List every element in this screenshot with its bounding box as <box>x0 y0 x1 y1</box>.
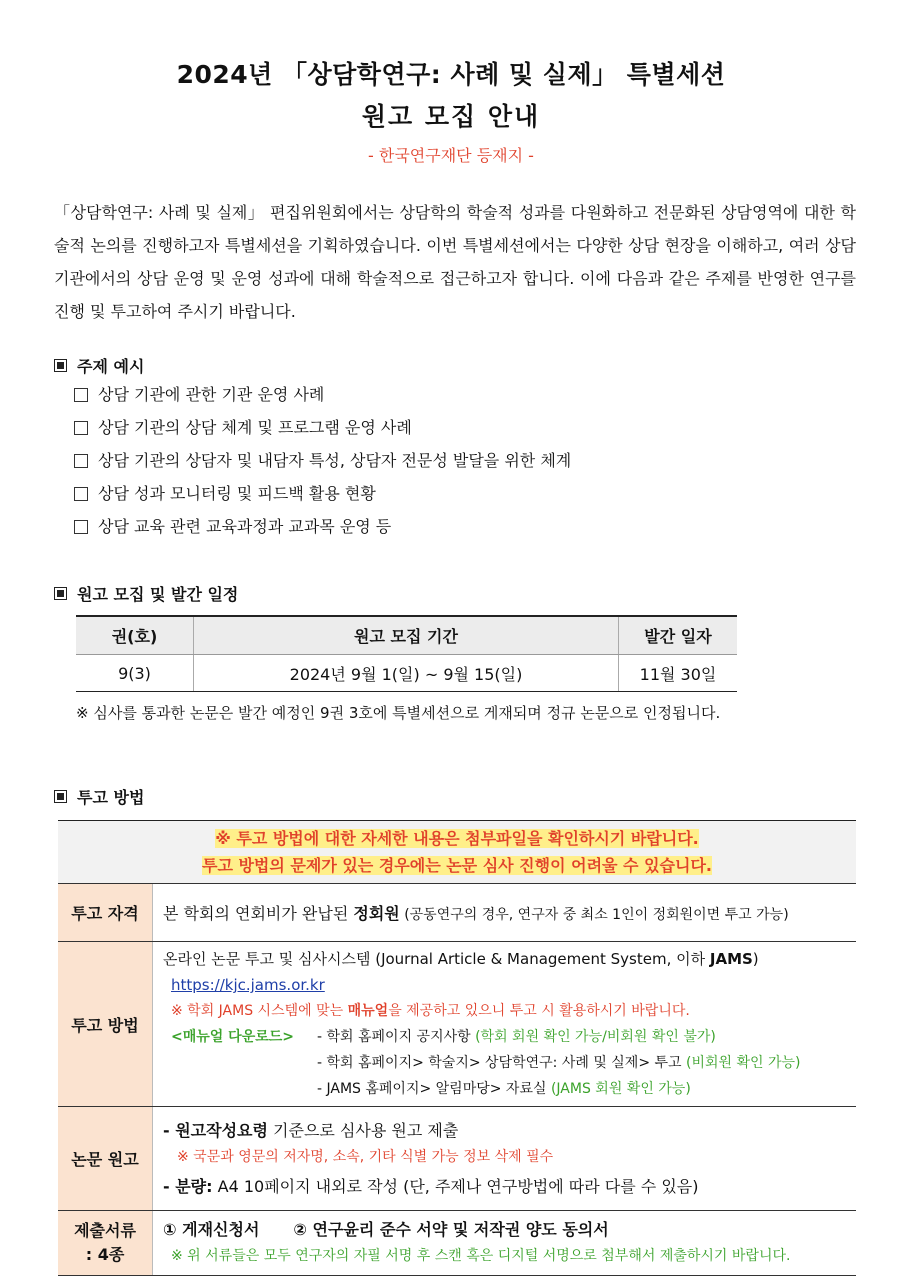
path-note: (JAMS 회원 확인 가능) <box>550 1081 691 1097</box>
manuscript-bold: - 원고작성요령 <box>163 1120 268 1140</box>
checkbox-icon <box>74 454 88 468</box>
table-row <box>76 655 737 692</box>
path-note: (학회 회원 확인 가능/비회원 확인 불가) <box>475 1029 716 1045</box>
checkbox-icon <box>74 388 88 402</box>
list-item <box>317 1050 801 1076</box>
documents-line <box>163 1217 855 1243</box>
method-cell <box>153 942 857 1107</box>
square-bullet-icon <box>54 790 67 803</box>
topic-text: 상담 성과 모니터링 및 피드백 활용 현황 <box>98 484 376 503</box>
topic-text: 상담 기관의 상담 체계 및 프로그램 운영 사례 <box>98 418 412 437</box>
schedule-note: ※ 심사를 통과한 논문은 발간 예정인 9권 3호에 특별세션으로 게재되며 정규 논문으로 인정됩니다. <box>76 704 721 722</box>
manual-download-label: <매뉴얼 다운로드> <box>171 1029 295 1045</box>
doc2-text: ② 연구윤리 준수 서약 및 저작권 양도 동의서 <box>293 1220 609 1239</box>
list-item <box>74 411 571 444</box>
manual-note-post: 을 제공하고 있으니 투고 시 활용하시기 바랍니다. <box>388 1003 690 1019</box>
warning-line2: 투고 방법의 문제가 있는 경우에는 논문 심사 진행이 어려울 수 있습니다. <box>201 856 712 875</box>
column-header: 권(호) <box>76 616 194 655</box>
topics-heading <box>54 354 144 377</box>
eligibility-text: 본 학회의 연회비가 완납된 <box>163 904 354 923</box>
title-line1: 2024년 「상담학연구: 사례 및 실제」 특별세션 <box>176 60 726 89</box>
table-cell: 9(3) <box>76 655 194 692</box>
schedule-table <box>76 615 737 692</box>
schedule-heading <box>54 582 238 605</box>
manual-note-bold: 매뉴얼 <box>347 1003 389 1019</box>
documents-row <box>58 1211 856 1276</box>
submission-table <box>58 820 856 1276</box>
manuscript-label: 논문 원고 <box>58 1107 153 1211</box>
table-cell: 2024년 9월 1(일) ~ 9월 15(일) <box>194 655 619 692</box>
list-item <box>74 444 571 477</box>
method-label: 투고 방법 <box>58 942 153 1107</box>
list-item <box>317 1024 801 1050</box>
method-line1 <box>163 946 855 972</box>
path-text: - JAMS 홈페이지> 알림마당> 자료실 <box>317 1081 551 1097</box>
eligibility-label: 투고 자격 <box>58 884 153 942</box>
table-header-row <box>76 616 737 655</box>
warning-line1: ※ 투고 방법에 대한 자세한 내용은 첨부파일을 확인하시기 바랍니다. <box>215 829 699 848</box>
topic-text: 상담 교육 관련 교육과정과 교과목 운영 등 <box>98 517 392 536</box>
column-header: 발간 일자 <box>619 616 738 655</box>
list-item <box>74 378 571 411</box>
documents-cell <box>153 1211 857 1276</box>
subtitle: - 한국연구재단 등재지 - <box>368 146 534 165</box>
list-item <box>74 510 571 543</box>
submission-heading <box>54 785 144 808</box>
doc1-text: ① 게재신청서 <box>163 1220 260 1239</box>
topic-text: 상담 기관에 관한 기관 운영 사례 <box>98 385 325 404</box>
manual-paths <box>163 1024 855 1102</box>
documents-note: ※ 위 서류들은 모두 연구자의 자필 서명 후 스캔 혹은 디지털 서명으로 첨부해서 제출하시기 바랍니다. <box>171 1248 791 1264</box>
table-cell: 11월 30일 <box>619 655 738 692</box>
manuscript-text: 기준으로 심사용 원고 제출 <box>267 1120 459 1140</box>
column-header: 원고 모집 기간 <box>194 616 619 655</box>
manuscript-line3 <box>163 1174 855 1200</box>
length-text: A4 10페이지 내외로 작성 (단, 주제나 연구방법에 따라 다를 수 있음) <box>212 1176 699 1196</box>
checkbox-icon <box>74 520 88 534</box>
method-text-end: ) <box>752 950 759 968</box>
square-bullet-icon <box>54 359 67 372</box>
eligibility-bold: 정회원 <box>353 904 400 923</box>
eligibility-row <box>58 884 856 942</box>
manuscript-line1 <box>163 1118 855 1144</box>
warning-cell <box>58 821 856 884</box>
intro-paragraph: 「상담학연구: 사례 및 실제」 편집위원회에서는 상담학의 학술적 성과를 다원화하고 전문화된 상담영역에 대한 학술적 논의를 진행하고자 특별세션을 기획하였습니다. 이번 특별세션에서는 다양한 상담 현장을 이해하고, 여러 상담 기관에서의 상담 운영 및 운영 성과에 대해 학술적으로 접근하고자 합니다. 이에 다음과 같은 주제를 반영한 연구를 진행 및 투고하여 주시기 바랍니다. <box>54 203 856 321</box>
manual-note <box>163 998 855 1024</box>
jams-bold: JAMS <box>709 950 753 968</box>
path-note: (비회원 확인 가능) <box>686 1055 801 1071</box>
manual-note-pre: ※ 학회 JAMS 시스템에 맞는 <box>171 1003 348 1019</box>
eligibility-cell <box>153 884 857 942</box>
documents-label1: 제출서류 <box>74 1221 136 1240</box>
path-text: - 학회 홈페이지 공지사항 <box>317 1029 476 1045</box>
method-row <box>58 942 856 1107</box>
topic-text: 상담 기관의 상담자 및 내담자 특성, 상담자 전문성 발달을 위한 체계 <box>98 451 572 470</box>
path-text: - 학회 홈페이지> 학술지> 상담학연구: 사례 및 실제> 투고 <box>317 1055 687 1071</box>
list-item <box>317 1076 801 1102</box>
jams-link[interactable]: https://kjc.jams.or.kr <box>171 976 325 994</box>
checkbox-icon <box>74 487 88 501</box>
manuscript-cell <box>153 1107 857 1211</box>
checkbox-icon <box>74 421 88 435</box>
submission-heading-text: 투고 방법 <box>77 788 145 807</box>
manuscript-row <box>58 1107 856 1211</box>
manuscript-note: ※ 국문과 영문의 저자명, 소속, 기타 식별 가능 정보 삭제 필수 <box>177 1148 554 1165</box>
topic-list <box>74 378 571 543</box>
method-text: 온라인 논문 투고 및 심사시스템 (Journal Article & Management System, 이하 <box>163 950 710 968</box>
documents-label <box>58 1211 153 1276</box>
length-bold: - 분량: <box>163 1176 213 1196</box>
warning-row <box>58 821 856 884</box>
list-item <box>74 477 571 510</box>
topics-heading-text: 주제 예시 <box>77 357 145 376</box>
title-line2: 원고 모집 안내 <box>361 102 541 131</box>
eligibility-note: (공동연구의 경우, 연구자 중 최소 1인이 정회원이면 투고 가능) <box>399 907 789 923</box>
schedule-heading-text: 원고 모집 및 발간 일정 <box>77 585 239 604</box>
documents-label2: : 4종 <box>85 1245 125 1264</box>
square-bullet-icon <box>54 587 67 600</box>
